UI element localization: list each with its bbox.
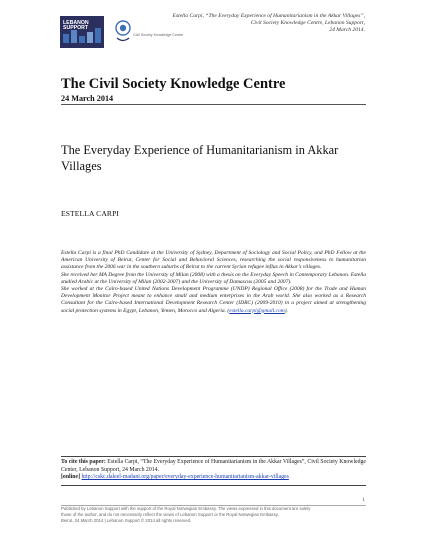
footer — [61, 506, 366, 523]
bio-paragraph: Estella Carpi is a final PhD Candidate at the University of Sydney, Department of Sociology and Social Policy, and PhD Fellow at the American University of Beirut, Center for Social and Behavioral Sciences, researching the social responsiveness to humanitarian assistance from the 2006 war in the southern suburbs of Beirut to the current Syrian refugee influx in Akkar’s villages. — [61, 250, 366, 271]
bio-paragraph-end: ). — [284, 307, 288, 314]
citation-online — [61, 474, 366, 482]
header-citation-line: Estella Carpi, “The Everyday Experience of Humanitarianism in the Akkar Villages”, — [172, 13, 365, 19]
author-email-link[interactable]: estella.carpi@gmail.com — [229, 307, 285, 314]
logo-right-text: Civil Society Knowledge Centre — [133, 33, 184, 37]
bio-paragraph — [61, 286, 366, 315]
lebanon-support-logo — [60, 16, 104, 48]
header-citation-line: Civil Society Knowledge Centre, Lebanon Support, — [250, 20, 365, 27]
logo-left-text-bottom: SUPPORT — [63, 25, 89, 31]
citation-text: Estella Carpi, “The Everyday Experience of Humanitarianism in the Akkar Villages”, Civil Society Knowledge Center, Lebanon Support, 24 March 2014. — [61, 459, 367, 473]
header-citation — [135, 13, 365, 35]
header-citation-line: 24 March 2014. — [329, 27, 365, 34]
title-divider — [61, 104, 366, 105]
citation-label: To cite this paper: — [61, 459, 106, 465]
page-number: 1 — [362, 497, 365, 503]
author-name: ESTELLA CARPI — [61, 209, 120, 218]
centre-date: 24 March 2014 — [61, 94, 114, 103]
centre-title: The Civil Society Knowledge Centre — [61, 76, 286, 92]
logo-left-text-top: LEBANON — [63, 20, 89, 26]
bio-paragraph-text: She worked at the Cairo-based United Nations Development Programme (UNDP) Regional Office (2008) for the Trade and Human Development Monitor Project meant to enhance small and medium enterprises in the Arab world. She also worked as a Research Consultant for the Cairo-based International Development Research Center (IDRC) (2009-2010) in a project aimed at strengthening social protection systems in Egypt, Lebanon, Yemen, Morocco and Algeria. ( — [61, 286, 366, 314]
footer-line: Beirut, 24 March 2014 | Lebanon Support © 2014 all rights reserved. — [61, 517, 192, 523]
paper-url-link[interactable]: http://cskc.daleel-madani.org/paper/everyday-experience-humanitarianism-akkar-villages — [81, 474, 289, 481]
citation-line — [61, 459, 366, 474]
footer-line: those of the author, and do not necessarily reflect the views of Lebanon Support or the Royal Norwegian Embassy. — [61, 511, 279, 517]
online-label: [online] — [61, 474, 81, 481]
footer-line: Published by Lebanon Support with the support of the Royal Norwegian Embassy. The views expressed in this document are solely — [61, 506, 311, 511]
author-bio — [61, 250, 366, 315]
bio-paragraph: She received her MA Degree from the University of Milan (2008) with a thesis on the Everyday Speech in Contemporary Lebanon. Estella studied Arabic at the University of Milan (2002-2007) and the University of Damascus (2005 and 2007). — [61, 271, 366, 285]
citation-box — [61, 456, 366, 486]
paper-title: The Everyday Experience of Humanitarianism in Akkar Villages — [61, 143, 339, 173]
